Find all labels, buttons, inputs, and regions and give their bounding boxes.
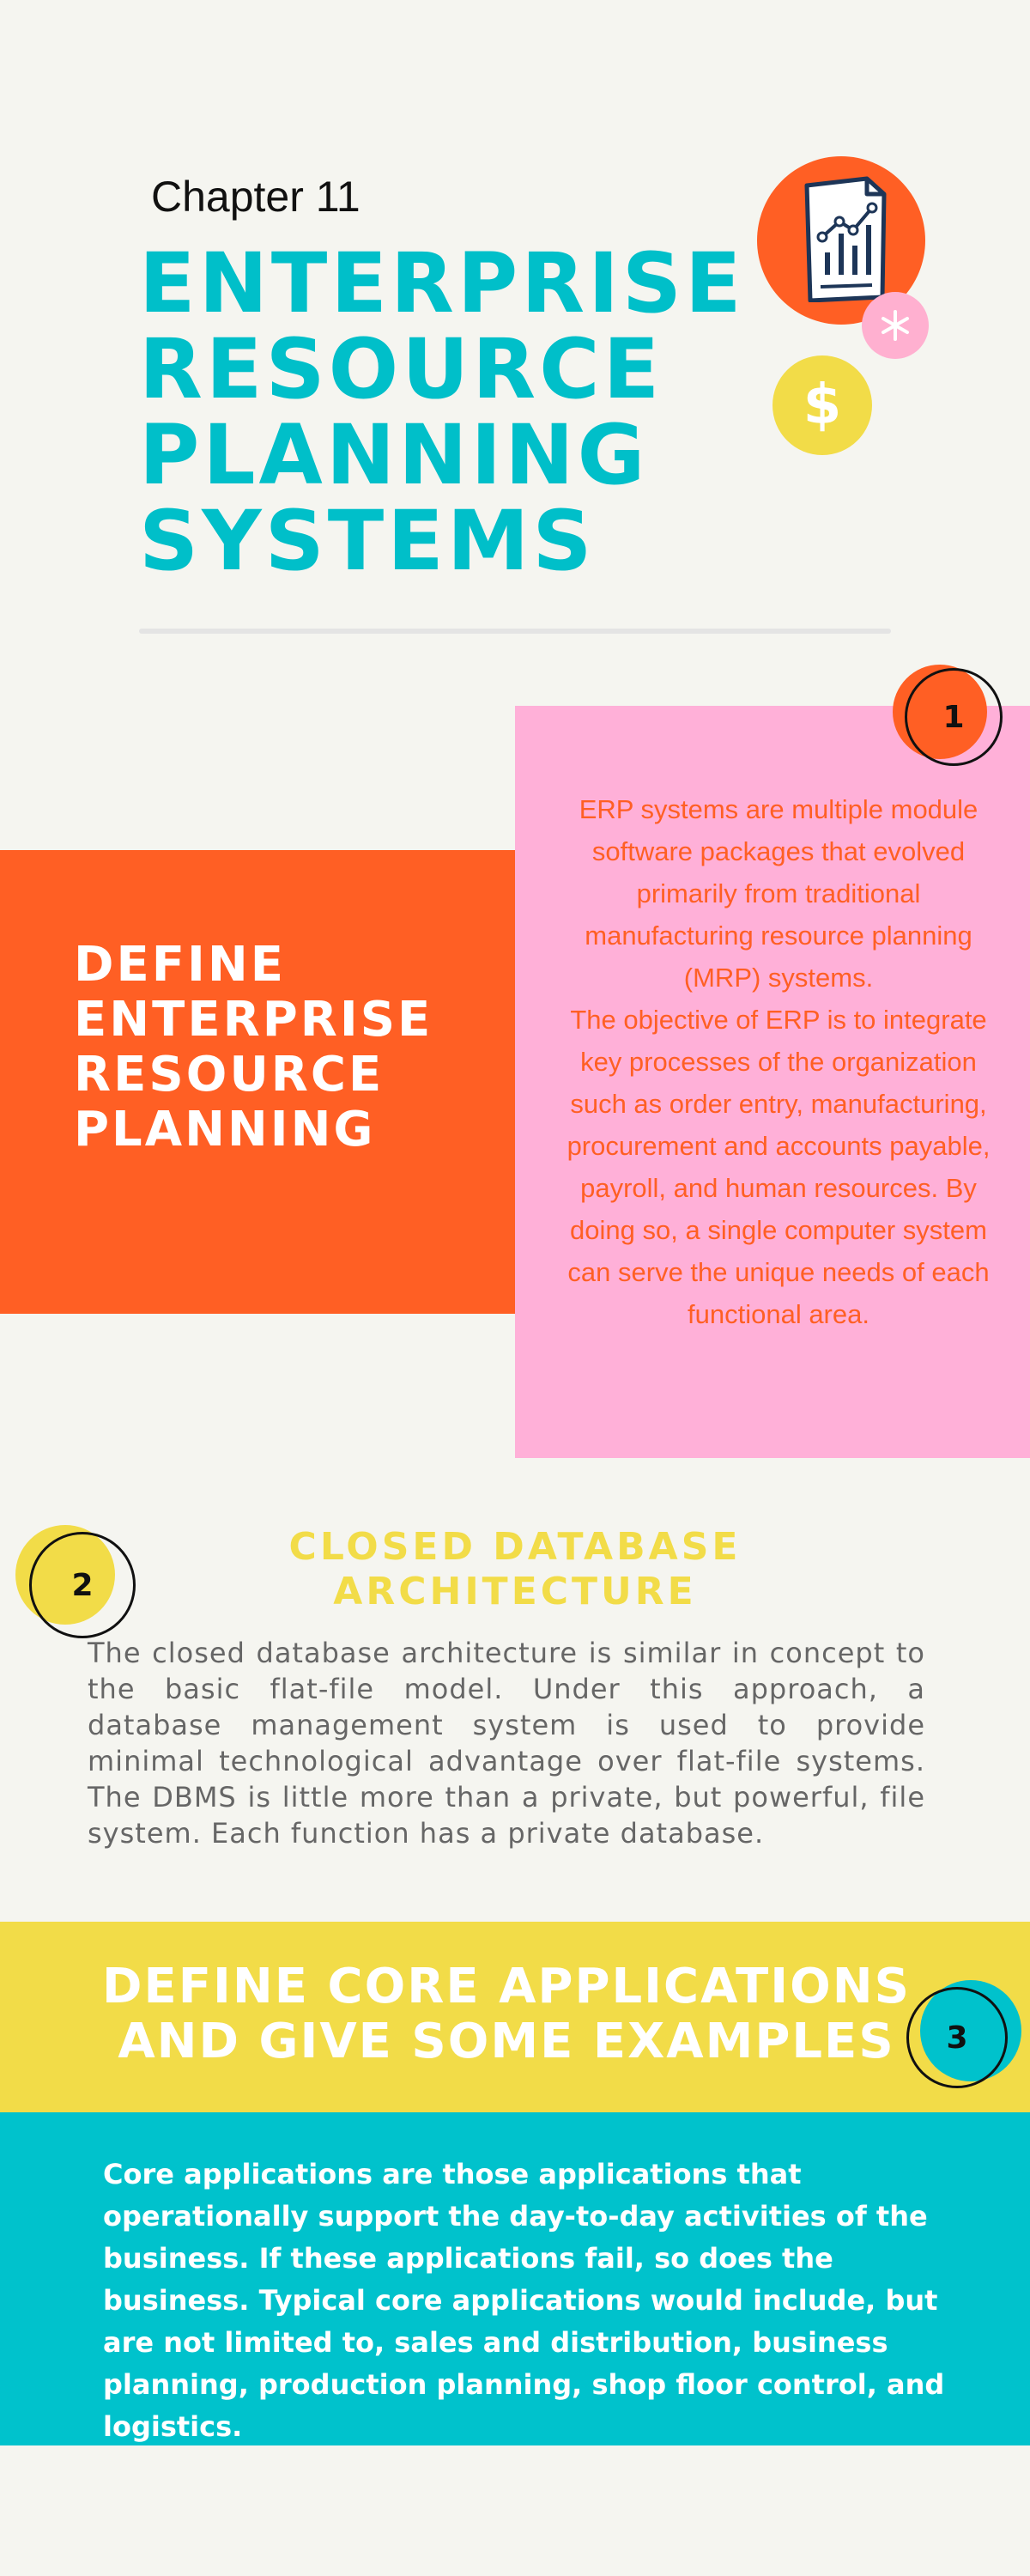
number-badge-2: 2 (29, 1532, 136, 1638)
title-line: PLANNING (139, 407, 649, 503)
section3-heading (94, 1959, 918, 2069)
section1-heading (74, 938, 503, 1157)
section3-body: Core applications are those applications that operationally support the day-to-day activities of the business. If these applications fail, so does the business. Typical core applications would include, but are not limited to, sales and distribution, business planning, production planning, shop floor control, and logistics. (103, 2158, 945, 2443)
asterisk-icon (878, 308, 912, 343)
title-line: SYSTEMS (139, 493, 596, 589)
heading-line: CLOSED DATABASE (288, 1525, 742, 1569)
section1-paragraph: The objective of ERP is to integrate key processes of the organization such as order entry, manufacturing, procurement and accounts payable, payroll, and human resources. By doing so, a single computer system can serve the unique needs of each functional area. (566, 1005, 991, 1329)
section1-paragraph: ERP systems are multiple module software packages that evolved primarily from traditional manufacturing resource planning (MRP) systems. (579, 794, 978, 993)
heading-line: AND GIVE SOME EXAMPLES (118, 2014, 895, 2069)
number-badge-3: 3 (906, 1987, 1008, 2088)
heading-line: ENTERPRISE (74, 992, 433, 1048)
dollar-coin-icon (772, 355, 872, 455)
dollar-sign: $ (803, 374, 842, 437)
section2-body: The closed database architecture is similar in concept to the basic flat-file model. Under this approach, a database management system is used to provide minimal technological advantage over flat-file systems. The DBMS is little more than a private, but powerful, file system. Each function has a private database. (88, 1637, 925, 1850)
title-line: ENTERPRISE (139, 235, 745, 331)
chapter-label: Chapter 11 (151, 173, 360, 221)
heading-line: DEFINE CORE APPLICATIONS (102, 1959, 911, 2014)
heading-line: RESOURCE (74, 1047, 385, 1103)
report-chart-icon (788, 173, 900, 302)
section2-heading (206, 1525, 824, 1614)
section1-body (549, 788, 1008, 1335)
title-line: RESOURCE (139, 321, 663, 417)
number-badge-1: 1 (905, 668, 1003, 766)
page-title (139, 235, 757, 589)
heading-line: DEFINE (74, 937, 286, 993)
heading-line: PLANNING (74, 1102, 376, 1157)
heading-line: ARCHITECTURE (333, 1570, 697, 1613)
header-divider (139, 629, 891, 634)
